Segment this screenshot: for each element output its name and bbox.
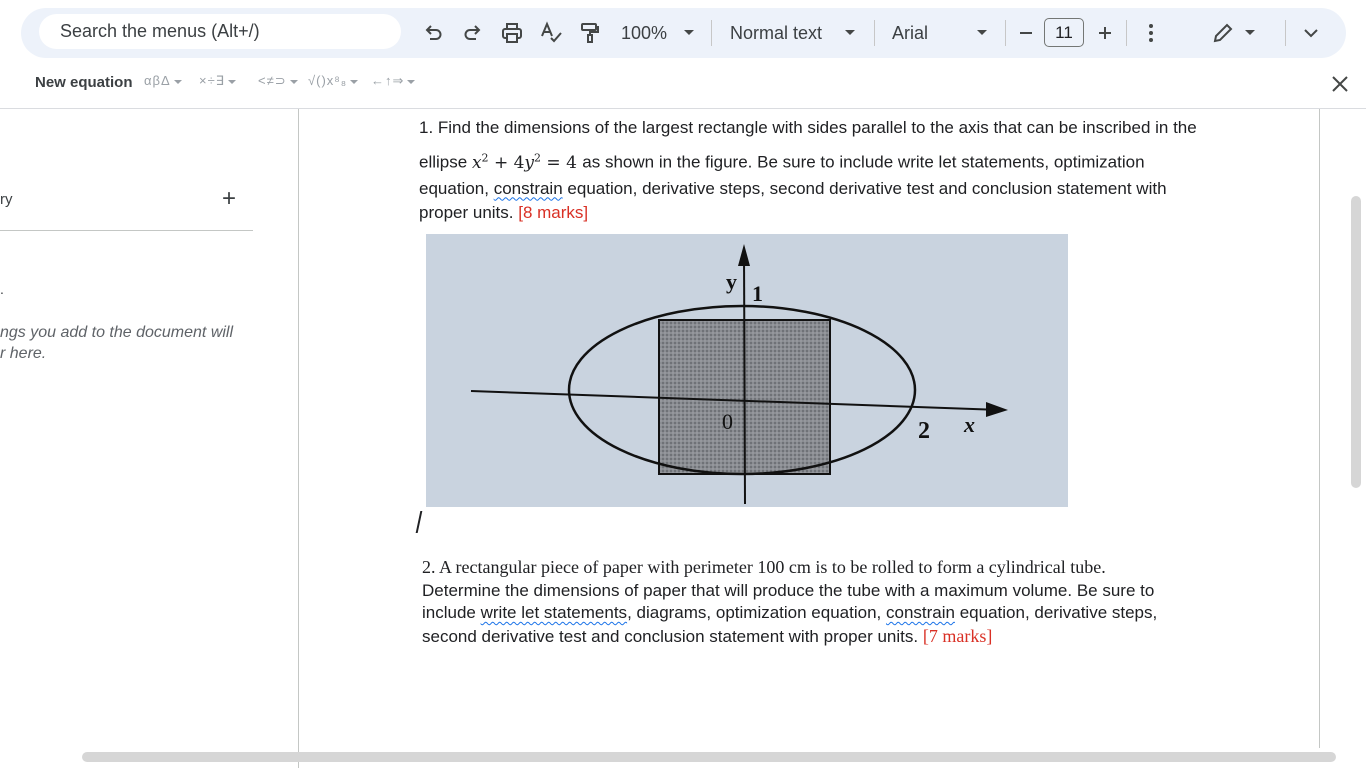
q2-text: include [422,603,476,622]
question-1 [419,114,1204,225]
eq-exp: 2 [534,151,542,164]
tick-label-2: 2 [918,418,930,444]
outline-dot: . [0,281,4,297]
text-cursor [416,511,423,533]
tick-label-1: 1 [752,281,763,306]
q1-line [419,144,1204,177]
q2-line [422,625,1192,649]
plus-icon[interactable] [1093,21,1117,45]
q2-line [422,556,1192,580]
horizontal-scrollbar[interactable] [82,752,1336,762]
question-2 [422,556,1192,648]
spellcheck-icon[interactable] [539,21,563,45]
document-page[interactable] [299,109,1319,768]
eq-var: x [471,152,482,173]
relations-menu[interactable] [258,73,298,89]
q2-text: , diagrams, optimization equation, [627,603,882,622]
math-operations-menu[interactable] [308,73,358,88]
marks-label: [8 marks] [518,202,589,222]
q1-text: equation, [419,178,489,198]
separator [1285,20,1286,46]
divider [0,230,253,231]
pencil-icon[interactable] [1211,21,1235,45]
undo-icon[interactable] [421,21,445,45]
equation-toolbar [0,60,1366,109]
separator [1005,20,1006,46]
outline-title: ry [0,191,13,208]
eq-group-label: √()x⁸₈ [308,73,348,88]
page-border [1319,109,1320,748]
eq-op: = 4 [546,152,577,173]
greek-letters-menu[interactable] [144,73,182,88]
separator [711,20,712,46]
q2-text: second derivative test and conclusion statement with proper units. [422,626,919,646]
vertical-scrollbar[interactable] [1351,196,1361,488]
document-outline-panel [0,109,299,768]
q1-text: proper units. [419,202,514,222]
eq-exp: 2 [481,151,489,164]
hint-line: r here. [0,345,47,362]
q1-text: ellipse [419,152,468,172]
hint-line: ngs you add to the document will [0,324,234,341]
new-equation-button[interactable]: New equation [35,74,133,91]
origin-label: 0 [722,409,733,434]
toolbar [21,8,1346,58]
style-caret-icon[interactable] [845,30,855,35]
more-vert-icon[interactable] [1139,21,1163,45]
q2-line: Determine the dimensions of paper that will produce the tube with a maximum volume. Be sure to [422,580,1155,600]
chevron-down-icon[interactable] [1299,21,1323,45]
separator [874,20,875,46]
q2-text: 2. A rectangular piece of paper with perimeter 100 cm is to be rolled to form a cylindrical tube. [422,557,1106,577]
eq-group-label: <≠⊃ [258,73,287,88]
separator [1126,20,1127,46]
q1-line [419,177,1204,201]
spelling-suggestion[interactable]: write let statements [480,603,628,622]
zoom-select[interactable]: 100% [621,23,668,43]
eq-group-label: ←↑⇒ [371,73,405,88]
search-menus-input[interactable]: Search the menus (Alt+/) [39,14,401,49]
spelling-suggestion[interactable]: constrain [493,178,563,198]
misc-operations-menu[interactable] [199,73,236,89]
y-axis [744,252,745,504]
editing-mode-caret-icon[interactable] [1245,30,1255,35]
font-family-select[interactable]: Arial [892,23,929,43]
redo-icon[interactable] [461,21,485,45]
q2-text: equation, derivative steps, [959,603,1158,622]
eq-var: y [524,152,535,173]
ellipse-equation [472,153,582,173]
close-icon[interactable] [1328,72,1352,96]
eq-group-label: αβΔ [144,73,171,88]
minus-icon[interactable] [1014,21,1038,45]
x-axis-label: x [964,412,975,437]
add-summary-button[interactable]: + [222,185,237,212]
print-icon[interactable] [500,21,524,45]
q2-line [422,602,1192,625]
paint-format-icon[interactable] [578,21,602,45]
paragraph-style-select[interactable]: Normal text [730,23,823,43]
eq-group-label: ×÷∃ [199,73,225,88]
arrows-menu[interactable] [371,73,415,89]
q1-text: as shown in the figure. Be sure to include write let statements, optimization [582,152,1145,172]
outline-hint [0,322,250,364]
font-caret-icon[interactable] [977,30,987,35]
marks-label: [7 marks] [922,625,993,646]
q1-line: 1. Find the dimensions of the largest rectangle with sides parallel to the axis that can be inscribed in the [419,118,1197,137]
spelling-suggestion[interactable]: constrain [886,603,955,622]
q1-line [419,201,1204,225]
zoom-caret-icon[interactable] [684,30,694,35]
ellipse-figure-image[interactable] [426,234,1068,507]
y-axis-label: y [726,269,737,294]
eq-op: + 4 [493,152,525,173]
font-size-input[interactable]: 11 [1044,18,1084,47]
q1-text: equation, derivative steps, second derivative test and conclusion statement with [567,178,1167,198]
